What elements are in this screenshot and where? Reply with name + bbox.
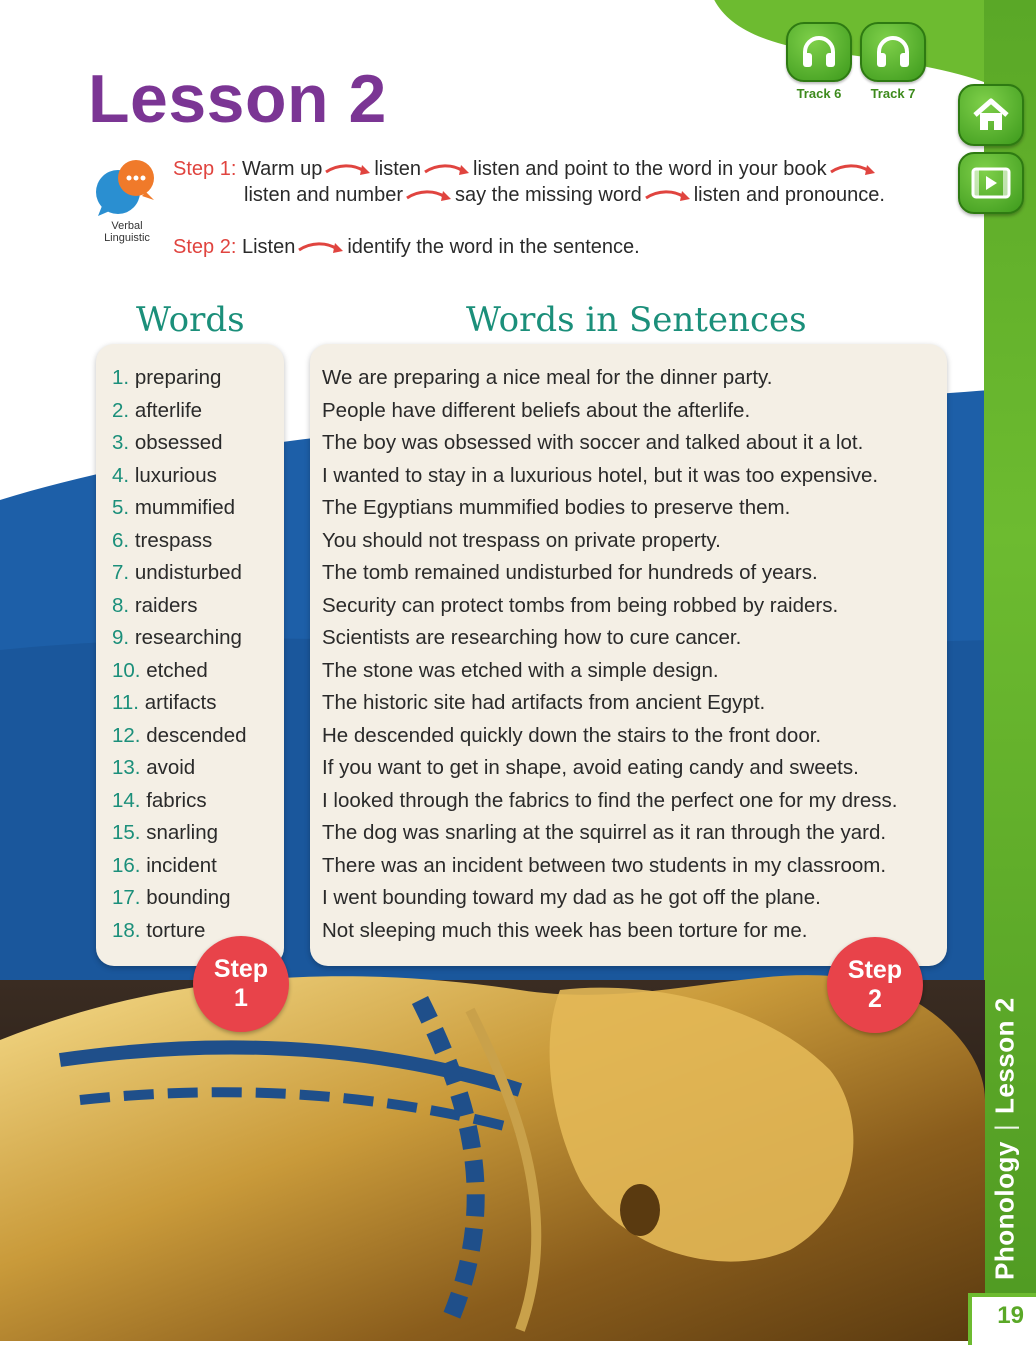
word-number: 12. xyxy=(112,723,141,747)
arrow-icon xyxy=(423,162,471,178)
sentences-heading: Words in Sentences xyxy=(466,300,807,340)
word-text: descended xyxy=(146,723,247,747)
word-number: 15. xyxy=(112,821,141,844)
word-item xyxy=(112,622,247,655)
headphones-icon xyxy=(860,22,926,82)
word-text: raiders xyxy=(134,593,198,617)
step2-label: Step 2: xyxy=(173,236,237,258)
intelligence-label-line1: Verbal xyxy=(111,220,143,232)
word-number: 13. xyxy=(112,756,141,779)
word-list xyxy=(112,362,247,947)
sentence-item: The Egyptians mummified bodies to preserve them. xyxy=(322,496,791,519)
track-6-button[interactable] xyxy=(786,22,852,101)
sentence-item: Security can protect tombs from being robbed by raiders. xyxy=(322,593,839,617)
step1-line2 xyxy=(244,184,885,207)
badge-line1: Step xyxy=(213,955,269,983)
arrow-icon xyxy=(644,188,692,204)
step1-part: listen and number xyxy=(244,184,403,206)
word-item xyxy=(112,427,247,460)
word-number: 16. xyxy=(112,853,141,877)
word-text: trespass xyxy=(134,528,213,552)
step1-part: listen and pronounce. xyxy=(693,184,885,206)
word-text: etched xyxy=(146,658,208,682)
word-text: researching xyxy=(134,626,242,649)
word-text: preparing xyxy=(134,366,222,389)
sentence-item: The boy was obsessed with soccer and talked about it a lot. xyxy=(322,431,864,454)
word-number: 17. xyxy=(112,886,141,909)
word-text: incident xyxy=(146,853,217,877)
word-item xyxy=(112,525,247,558)
word-item xyxy=(112,687,247,720)
step1-part: Warm up xyxy=(241,158,323,180)
arrow-icon xyxy=(324,162,372,178)
sentence-item: There was an incident between two students in my classroom. xyxy=(322,853,887,877)
word-item xyxy=(112,590,247,623)
word-number: 7. xyxy=(112,561,130,584)
word-text: fabrics xyxy=(146,788,207,812)
speech-bubbles-icon xyxy=(92,158,160,218)
word-number: 3. xyxy=(112,431,130,454)
word-item xyxy=(112,817,247,850)
sentence-item: We are preparing a nice meal for the dinner party. xyxy=(322,366,773,389)
headphones-icon xyxy=(786,22,852,82)
badge-line2: 1 xyxy=(234,984,248,1012)
word-number: 6. xyxy=(112,528,130,552)
word-item xyxy=(112,557,247,590)
word-number: 4. xyxy=(112,463,130,487)
word-number: 18. xyxy=(112,918,141,942)
word-text: torture xyxy=(146,918,206,942)
sentence-item: I looked through the fabrics to find the perfect one for my dress. xyxy=(322,788,898,812)
side-separator: | xyxy=(989,1123,1020,1132)
home-button[interactable] xyxy=(958,84,1024,146)
sentence-item: You should not trespass on private property. xyxy=(322,528,721,552)
home-icon xyxy=(971,97,1011,133)
arrow-icon xyxy=(829,162,877,178)
word-text: mummified xyxy=(134,496,236,519)
word-number: 1. xyxy=(112,366,130,389)
sentence-item: I went bounding toward my dad as he got off the plane. xyxy=(322,886,821,909)
sentence-item: The stone was etched with a simple design. xyxy=(322,658,719,682)
badge-line1: Step xyxy=(847,956,903,984)
track-label: Track 6 xyxy=(796,86,842,101)
sentence-item: I wanted to stay in a luxurious hotel, but it was too expensive. xyxy=(322,463,879,487)
word-text: luxurious xyxy=(134,463,217,487)
word-item xyxy=(112,460,247,493)
word-text: artifacts xyxy=(144,691,217,714)
word-item xyxy=(112,850,247,883)
track-7-button[interactable] xyxy=(860,22,926,101)
step2-line xyxy=(173,236,640,259)
video-icon xyxy=(970,165,1012,201)
word-text: afterlife xyxy=(134,398,203,422)
word-text: avoid xyxy=(146,756,196,779)
arrow-icon xyxy=(405,188,453,204)
word-number: 14. xyxy=(112,788,141,812)
lesson-title: Lesson 2 xyxy=(88,61,387,137)
word-item xyxy=(112,785,247,818)
sentence-item: The tomb remained undisturbed for hundreds of years. xyxy=(322,561,818,584)
step1-part: listen xyxy=(374,158,422,180)
word-number: 9. xyxy=(112,626,130,649)
word-number: 8. xyxy=(112,593,130,617)
word-text: snarling xyxy=(146,821,218,844)
sentence-item: People have different beliefs about the afterlife. xyxy=(322,398,751,422)
step-2-badge xyxy=(827,937,923,1033)
sentence-item: He descended quickly down the stairs to the front door. xyxy=(322,723,822,747)
sentence-item: The dog was snarling at the squirrel as it ran through the yard. xyxy=(322,821,887,844)
side-lesson: Lesson 2 xyxy=(989,997,1020,1114)
sentence-item: Scientists are researching how to cure cancer. xyxy=(322,626,742,649)
page-number: 19 xyxy=(997,1302,1024,1329)
word-item xyxy=(112,882,247,915)
sentence-item: If you want to get in shape, avoid eating candy and sweets. xyxy=(322,756,859,779)
step2-part: identify the word in the sentence. xyxy=(347,236,640,258)
word-text: obsessed xyxy=(134,431,223,454)
sentence-item: The historic site had artifacts from ancient Egypt. xyxy=(322,691,766,714)
badge-line2: 2 xyxy=(868,985,882,1013)
word-item xyxy=(112,362,247,395)
side-section: Phonology xyxy=(989,1141,1020,1280)
side-section-label xyxy=(989,997,1020,1280)
video-button[interactable] xyxy=(958,152,1024,214)
step1-label: Step 1: xyxy=(173,158,237,180)
sentence-list xyxy=(322,362,897,947)
step1-part: say the missing word xyxy=(454,184,642,206)
words-heading: Words xyxy=(136,300,245,340)
word-item xyxy=(112,720,247,753)
track-label: Track 7 xyxy=(870,86,916,101)
word-text: bounding xyxy=(146,886,231,909)
sentence-item: Not sleeping much this week has been torture for me. xyxy=(322,918,808,942)
step-1-badge xyxy=(193,936,289,1032)
word-number: 2. xyxy=(112,398,130,422)
arrow-icon xyxy=(297,240,345,256)
step2-part: Listen xyxy=(241,236,296,258)
step1-line1 xyxy=(173,158,879,181)
word-item xyxy=(112,655,247,688)
word-item xyxy=(112,395,247,428)
intelligence-label xyxy=(96,220,158,244)
word-item xyxy=(112,492,247,525)
word-number: 10. xyxy=(112,658,141,682)
intelligence-label-line2: Linguistic xyxy=(104,232,150,244)
word-number: 11. xyxy=(112,691,139,714)
word-item xyxy=(112,752,247,785)
word-text: undisturbed xyxy=(134,561,242,584)
word-number: 5. xyxy=(112,496,130,519)
step1-part: listen and point to the word in your book xyxy=(473,158,827,180)
